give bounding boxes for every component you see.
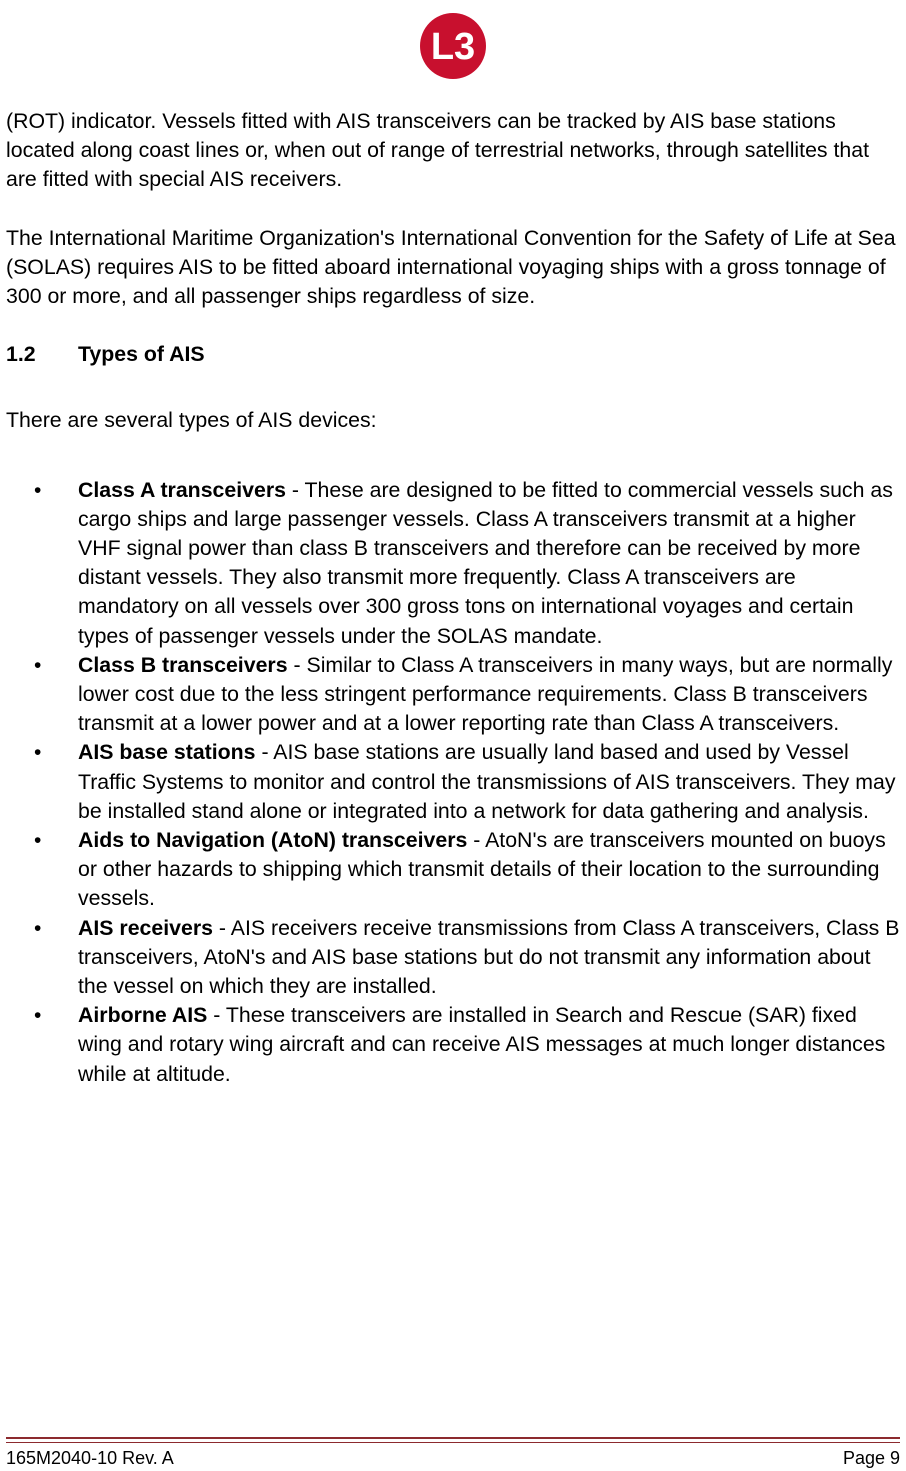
- bullet-icon: •: [34, 478, 42, 502]
- list-item-class-a: [6, 476, 900, 651]
- paragraph-solas: The International Maritime Organization's International Convention for the Safety of Life at Sea (SOLAS) requires AIS to be fitted aboard international voyaging ships with a gross tonnage of 300 or more, and all passenger ships regardless of size.: [6, 225, 896, 309]
- term-base-stations: AIS base stations: [78, 740, 256, 765]
- term-airborne: Airborne AIS: [78, 1003, 208, 1028]
- description-base-stations: - AIS base stations are usually land based and used by Vessel Traffic Systems to monitor and control the transmissions of AIS transceivers. They may be installed stand alone or integrated into a network for data gathering and analysis.: [78, 740, 896, 823]
- list-item-airborne: [6, 1001, 900, 1089]
- description-aton: - AtoN's are transceivers mounted on buoys or other hazards to shipping which transmit details of their location to the surrounding vessels.: [78, 828, 886, 911]
- list-item-receivers: [6, 914, 900, 1002]
- bullet-icon: •: [34, 916, 42, 940]
- term-receivers: AIS receivers: [78, 915, 213, 940]
- logo-text: L3: [430, 26, 476, 68]
- description-airborne: - These transceivers are installed in Search and Rescue (SAR) fixed wing and rotary wing aircraft and can receive AIS messages at much longer distances while at altitude.: [78, 1003, 886, 1086]
- footer-divider: [6, 1437, 900, 1439]
- section-title: Types of AIS: [78, 342, 205, 367]
- bullet-icon: •: [34, 1004, 42, 1028]
- ais-types-list: [6, 476, 900, 1089]
- list-item-class-b: [6, 651, 900, 739]
- footer-document-id: 165M2040-10 Rev. A: [6, 1448, 174, 1468]
- footer-divider-thin: [6, 1442, 900, 1443]
- page-content: [6, 107, 900, 1089]
- bullet-icon: •: [34, 653, 42, 677]
- term-aton: Aids to Navigation (AtoN) transceivers: [78, 828, 468, 853]
- section-number: 1.2: [6, 342, 36, 367]
- description-class-a: - These are designed to be fitted to commercial vessels such as cargo ships and large passenger vessels. Class A transceivers transmit at a higher VHF signal power than class B transceivers and therefore can be received by more distant vessels. They also transmit more frequently. Class A transceivers are mandatory on all vessels over 300 gross tons on international voyages and certain types of passenger vessels under the SOLAS mandate.: [78, 477, 893, 648]
- description-receivers: - AIS receivers receive transmissions from Class A transceivers, Class B transceivers, AtoN's and AIS base stations but do not transmit any information about the vessel on which they are installed.: [78, 915, 900, 999]
- l3-logo: [412, 12, 494, 80]
- list-item-base-stations: [6, 738, 900, 826]
- paragraph-rot-indicator: (ROT) indicator. Vessels fitted with AIS transceivers can be tracked by AIS base stations located along coast lines or, when out of range of terrestrial networks, through satellites that are fitted with special AIS receivers.: [6, 109, 870, 192]
- term-class-a: Class A transceivers: [78, 477, 286, 502]
- term-class-b: Class B transceivers: [78, 652, 288, 677]
- section-heading: [6, 340, 900, 369]
- bullet-icon: •: [34, 829, 42, 853]
- bullet-icon: •: [34, 741, 42, 765]
- list-item-aton: [6, 826, 900, 914]
- footer-page-number: Page 9: [842, 1448, 900, 1468]
- description-class-b: - Similar to Class A transceivers in many ways, but are normally lower cost due to the less stringent performance requirements. Class B transceivers transmit at a lower power and at a lower reporting rate than Class A transceivers.: [78, 652, 893, 736]
- intro-paragraph: There are several types of AIS devices:: [6, 408, 377, 433]
